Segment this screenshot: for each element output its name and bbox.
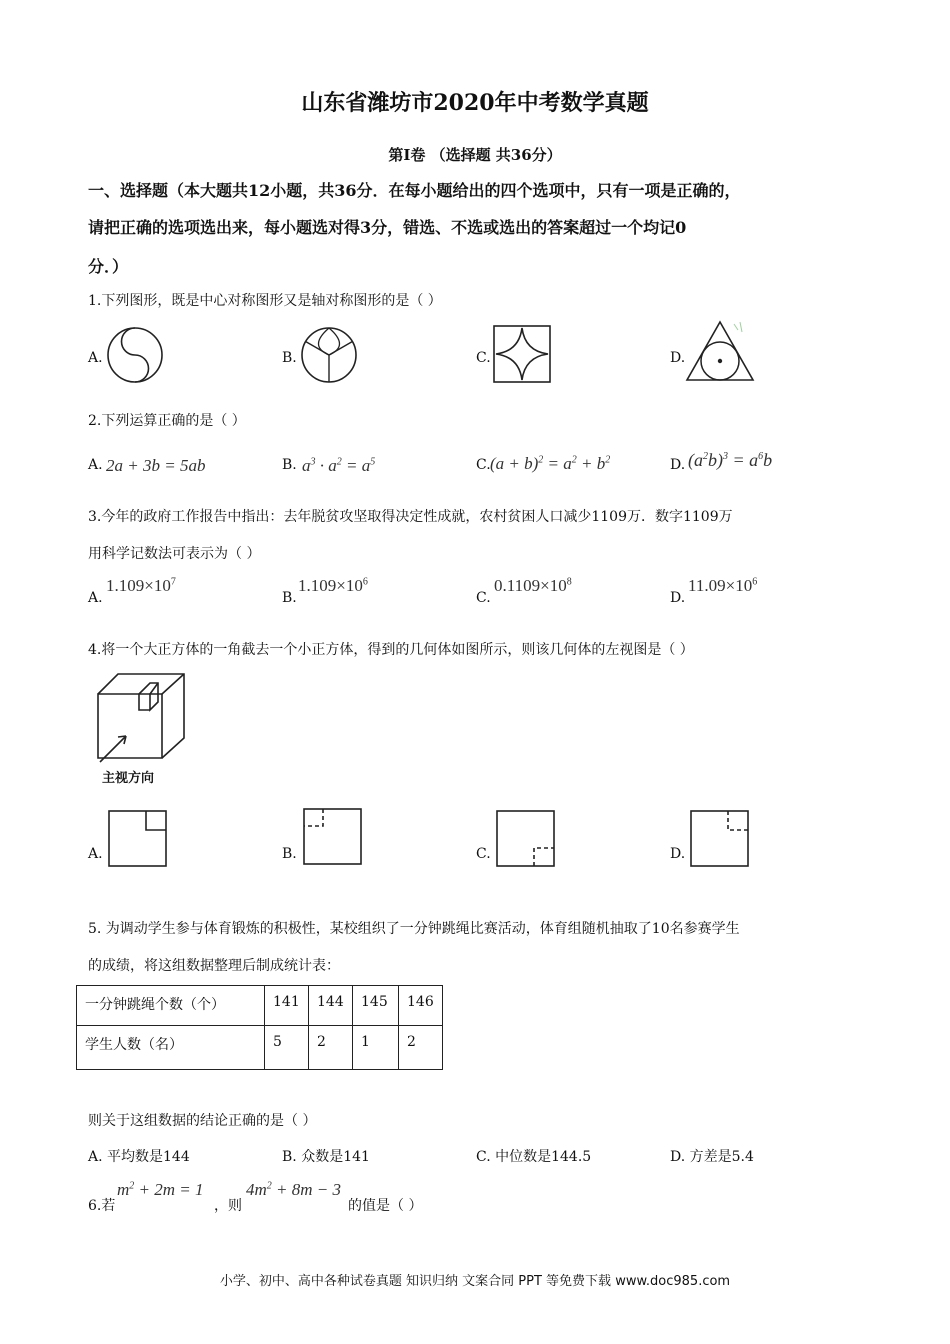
q2-label-a: A. bbox=[88, 457, 103, 473]
q6-prefix: 6.若 bbox=[88, 1198, 116, 1214]
q4-stem: 4.将一个大正方体的一角截去一个小正方体，得到的几何体如图所示，则该几何体的左视图是（ ） bbox=[88, 642, 694, 658]
left-view-option-c bbox=[496, 810, 556, 868]
q2-stem: 2.下列运算正确的是（ ） bbox=[88, 413, 246, 429]
q5-question: 则关于这组数据的结论正确的是（ ） bbox=[88, 1113, 317, 1129]
table-cell: 146 bbox=[399, 986, 443, 1026]
q4-label-c: C. bbox=[476, 846, 491, 862]
q3-stem-line2: 用科学记数法可表示为（ ） bbox=[88, 546, 261, 562]
q3-stem-line1: 3.今年的政府工作报告中指出：去年脱贫攻坚取得决定性成就，农村贫困人口减少1109万．数字1109万 bbox=[88, 509, 733, 525]
q6-mid: ，则 bbox=[214, 1198, 242, 1214]
page-footer: 小学、初中、高中各种试卷真题 知识归纳 文案合同 PPT 等免费下载 www.doc985.com bbox=[219, 1274, 731, 1289]
q1-label-c: C. bbox=[476, 350, 491, 366]
section-heading-line3: 分．） bbox=[88, 257, 129, 276]
q5-stem-line1: 5. 为调动学生参与体育锻炼的积极性，某校组织了一分钟跳绳比赛活动，体育组随机抽取了10名参赛学生 bbox=[88, 921, 740, 937]
table-cell: 1 bbox=[353, 1026, 399, 1070]
q3-label-a: A. bbox=[88, 590, 103, 606]
three-petal-figure bbox=[298, 326, 360, 384]
cut-cube-figure bbox=[92, 670, 192, 768]
q4-label-b: B. bbox=[282, 846, 297, 862]
q4-label-a: A. bbox=[88, 846, 103, 862]
table-cell: 2 bbox=[309, 1026, 353, 1070]
square-star-figure bbox=[492, 324, 552, 384]
jump-rope-stats-table bbox=[76, 985, 443, 1070]
table-row bbox=[77, 986, 443, 1026]
q3-option-d-math: $11.09\times 10^6$ bbox=[688, 576, 758, 595]
q3-label-b: B. bbox=[282, 590, 297, 606]
q3-label-c: C. bbox=[476, 590, 491, 606]
section-heading-line2: 请把正确的选项选出来，每小题选对得3分，错选、不选或选出的答案超过一个均记0 bbox=[88, 218, 687, 237]
q3-option-a-math: $1.109\times 10^7$ bbox=[106, 576, 176, 595]
q4-label-d: D. bbox=[670, 846, 686, 862]
left-view-option-d bbox=[690, 810, 750, 868]
q6-suffix: 的值是（ ） bbox=[348, 1198, 423, 1214]
q2-label-d: D. bbox=[670, 457, 686, 473]
table-cell: 144 bbox=[309, 986, 353, 1026]
q1-stem: 1.下列图形，既是中心对称图形又是轴对称图形的是（ ） bbox=[88, 293, 442, 309]
q5-option-d: D. 方差是5.4 bbox=[670, 1149, 754, 1165]
q1-label-d: D. bbox=[670, 350, 686, 366]
table-row-header: 学生人数（名） bbox=[77, 1026, 265, 1070]
q3-label-d: D. bbox=[670, 590, 686, 606]
q2-label-b: B. bbox=[282, 457, 297, 473]
section-heading-line1: 一、选择题（本大题共12小题，共36分．在每小题给出的四个选项中，只有一项是正确的， bbox=[88, 181, 741, 200]
q5-option-a: A. 平均数是144 bbox=[88, 1149, 190, 1165]
q2-label-c: C. bbox=[476, 457, 491, 473]
q3-option-b-math: $1.109\times 10^6$ bbox=[298, 576, 368, 595]
yin-yang-figure bbox=[104, 326, 166, 384]
q3-option-c-math: $0.1109\times 10^8$ bbox=[494, 576, 572, 595]
q5-option-c: C. 中位数是144.5 bbox=[476, 1149, 592, 1165]
q4-figure-caption: 主视方向 bbox=[102, 770, 155, 785]
left-view-option-b bbox=[303, 808, 363, 866]
table-cell: 2 bbox=[399, 1026, 443, 1070]
table-cell: 5 bbox=[265, 1026, 309, 1070]
table-cell: 141 bbox=[265, 986, 309, 1026]
q6-condition-math: $m^2 + 2m = 1$ bbox=[117, 1180, 204, 1199]
q5-option-b: B. 众数是141 bbox=[282, 1149, 370, 1165]
q1-label-b: B. bbox=[282, 350, 297, 366]
page-subtitle: 第Ⅰ卷 （选择题 共36分） bbox=[388, 146, 562, 164]
q5-stem-line2: 的成绩，将这组数据整理后制成统计表： bbox=[88, 958, 340, 974]
q6-expression-math: $4m^2 + 8m - 3$ bbox=[246, 1180, 342, 1199]
q2-option-a-math: 2a + 3b = 5ab bbox=[106, 456, 206, 475]
q2-option-d-math: $(a^2b)^3 = a^6b$ bbox=[688, 450, 773, 470]
table-cell: 145 bbox=[353, 986, 399, 1026]
table-row bbox=[77, 1026, 443, 1070]
q2-option-c-math: $(a + b)^2 = a^2 + b^2$ bbox=[490, 454, 611, 473]
table-row-header: 一分钟跳绳个数（个） bbox=[77, 986, 265, 1026]
left-view-option-a bbox=[108, 810, 168, 868]
triangle-circle-figure bbox=[684, 318, 756, 384]
page-title: 山东省潍坊市2020年中考数学真题 bbox=[301, 90, 649, 116]
q1-label-a: A. bbox=[88, 350, 103, 366]
q2-option-b-math: $a^3 \cdot a^2 = a^5$ bbox=[302, 456, 376, 475]
